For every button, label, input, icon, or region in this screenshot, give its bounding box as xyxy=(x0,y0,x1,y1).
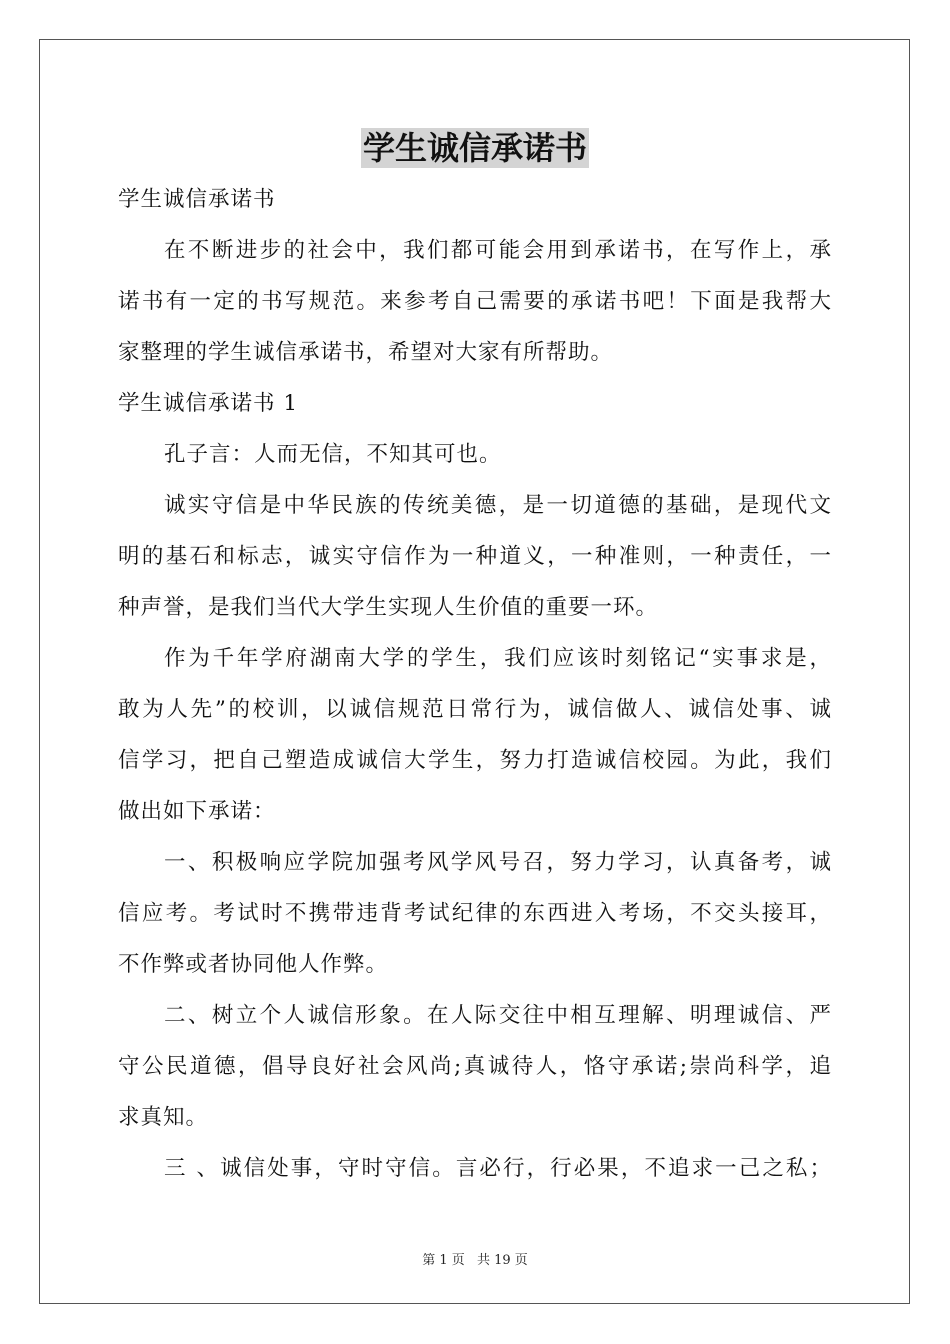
paragraph-line: 信学习，把自己塑造成诚信大学生，努力打造诚信校园。为此，我们 xyxy=(118,748,832,773)
section-heading: 学生诚信承诺书 1 xyxy=(118,391,299,416)
page-footer xyxy=(0,1249,950,1268)
paragraph-line: 守公民道德，倡导良好社会风尚;真诚待人，恪守承诺;崇尚科学，追 xyxy=(118,1054,832,1079)
paragraph-line: 诺书有一定的书写规范。来参考自己需要的承诺书吧！下面是我帮大 xyxy=(118,289,832,314)
paragraph-line: 作为千年学府湖南大学的学生，我们应该时刻铭记“实事求是， xyxy=(164,646,832,671)
page-total: 共 19 页 xyxy=(476,1253,528,1268)
paragraph-line: 诚实守信是中华民族的传统美德，是一切道德的基础，是现代文 xyxy=(164,493,832,518)
page-number: 第 1 页 xyxy=(422,1253,465,1268)
paragraph-line: 明的基石和标志，诚实守信作为一种道义，一种准则，一种责任，一 xyxy=(118,544,832,569)
paragraph-line: 信应考。考试时不携带违背考试纪律的东西进入考场，不交头接耳， xyxy=(118,901,832,926)
paragraph-line: 求真知。 xyxy=(118,1105,209,1130)
paragraph-line: 家整理的学生诚信承诺书，希望对大家有所帮助。 xyxy=(118,340,614,365)
paragraph-line: 一、积极响应学院加强考风学风号召，努力学习，认真备考，诚 xyxy=(164,850,832,875)
paragraph-line: 种声誉，是我们当代大学生实现人生价值的重要一环。 xyxy=(118,595,659,620)
paragraph-line: 不作弊或者协同他人作弊。 xyxy=(118,952,389,977)
title-container xyxy=(0,128,950,168)
document-body xyxy=(118,174,832,1194)
paragraph-line: 三 、诚信处事，守时守信。言必行，行必果，不追求一己之私； xyxy=(164,1156,832,1181)
paragraph-line: 在不断进步的社会中，我们都可能会用到承诺书，在写作上，承 xyxy=(164,238,832,263)
document-title: 学生诚信承诺书 xyxy=(362,129,587,167)
paragraph-line: 敢为人先”的校训，以诚信规范日常行为，诚信做人、诚信处事、诚 xyxy=(118,697,832,722)
paragraph-line: 孔子言：人而无信，不知其可也。 xyxy=(164,442,502,467)
paragraph-line: 做出如下承诺： xyxy=(118,799,276,824)
subheading: 学生诚信承诺书 xyxy=(118,187,276,212)
paragraph-line: 二、树立个人诚信形象。在人际交往中相互理解、明理诚信、严 xyxy=(164,1003,832,1028)
